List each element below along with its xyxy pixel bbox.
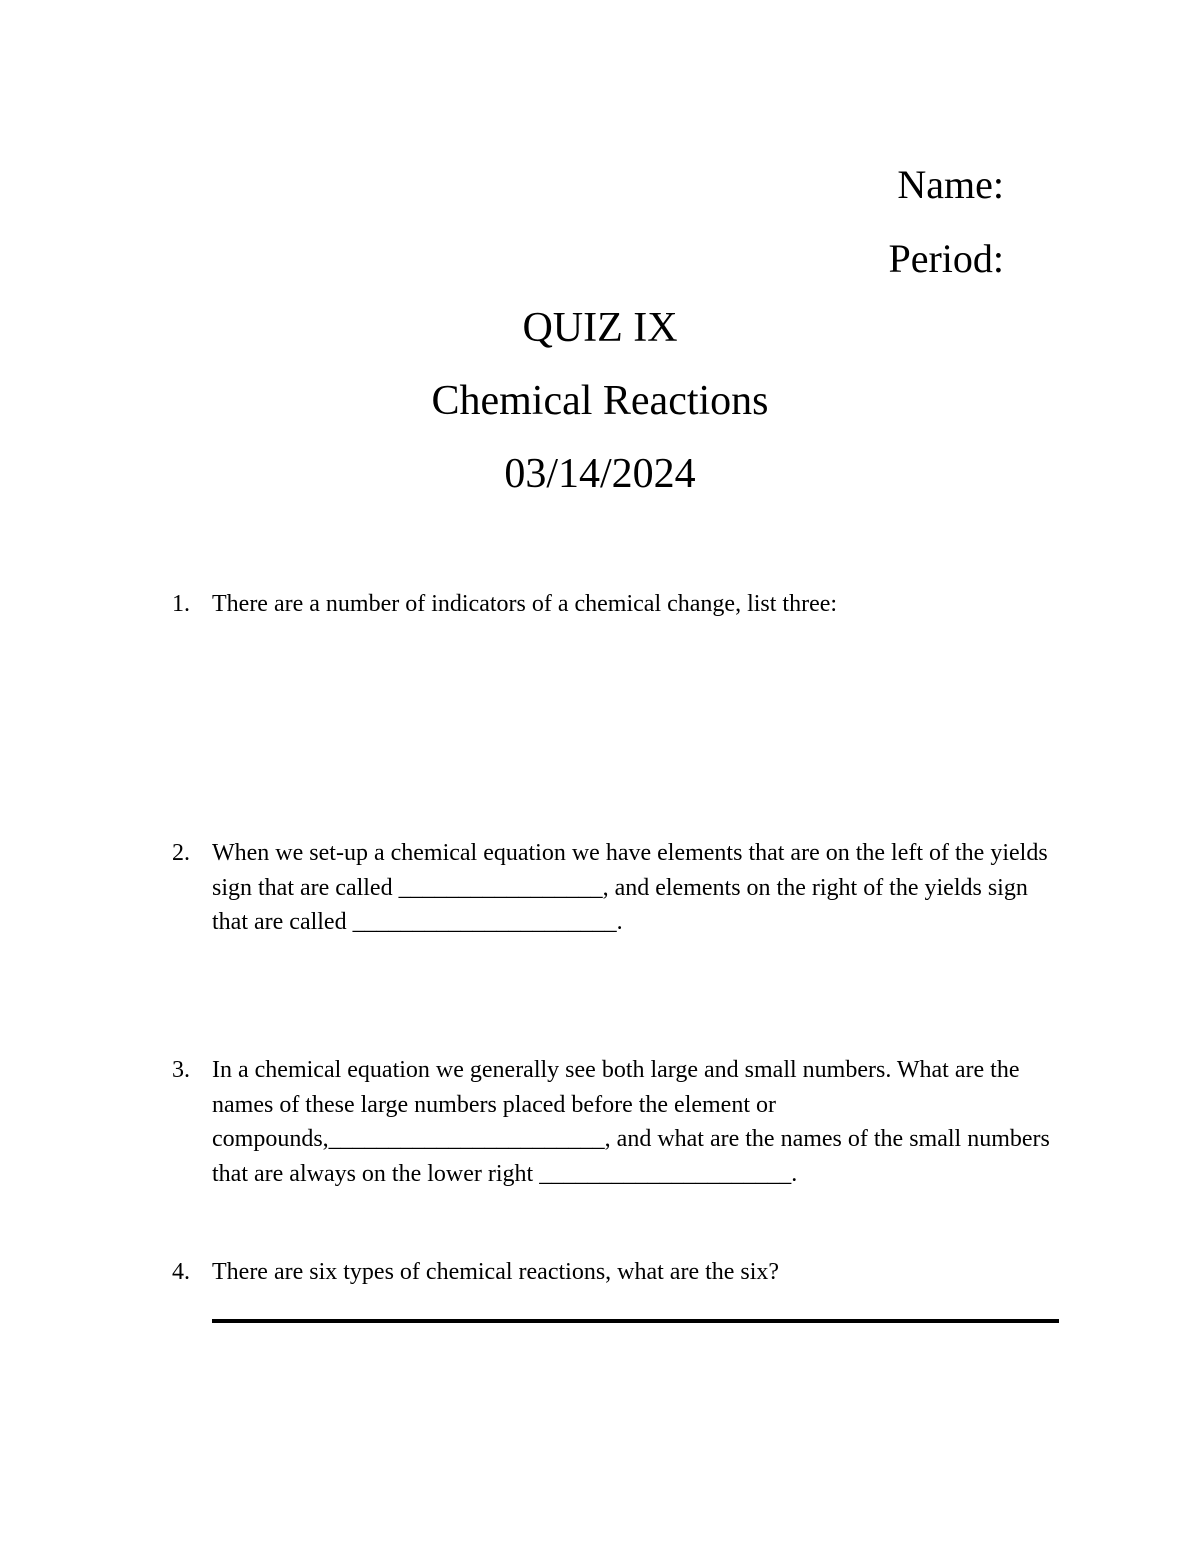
- quiz-date: 03/14/2024: [504, 451, 696, 497]
- question-number: 3.: [172, 1057, 190, 1083]
- question-text: There are six types of chemical reactions, what are the six?: [212, 1259, 780, 1285]
- question-text: There are a number of indicators of a chemical change, list three:: [212, 591, 838, 617]
- quiz-title-block: [0, 292, 1200, 511]
- question-2: [172, 836, 1072, 940]
- period-label: Period:: [888, 236, 1004, 281]
- quiz-subject: Chemical Reactions: [431, 378, 769, 424]
- question-number: 4.: [172, 1259, 190, 1285]
- question-1: [172, 587, 1072, 622]
- question-text: When we set-up a chemical equation we have elements that are on the left of the yields sign that are called _________________, and elements on the right of the yields sign that are called ______________________.: [212, 840, 1048, 935]
- name-label: Name:: [897, 162, 1004, 207]
- student-info-block: [888, 148, 1004, 296]
- answer-line: [212, 1319, 1059, 1323]
- question-3: [172, 1053, 1072, 1191]
- question-text: In a chemical equation we generally see both large and small numbers. What are the names of these large numbers placed before the element or compounds,_______________________, and what are the names of the small numbers that are always on the lower right _____________________.: [212, 1057, 1050, 1187]
- question-4: [172, 1255, 1072, 1290]
- quiz-title: QUIZ IX: [522, 305, 678, 351]
- question-number: 2.: [172, 840, 190, 866]
- question-number: 1.: [172, 591, 190, 617]
